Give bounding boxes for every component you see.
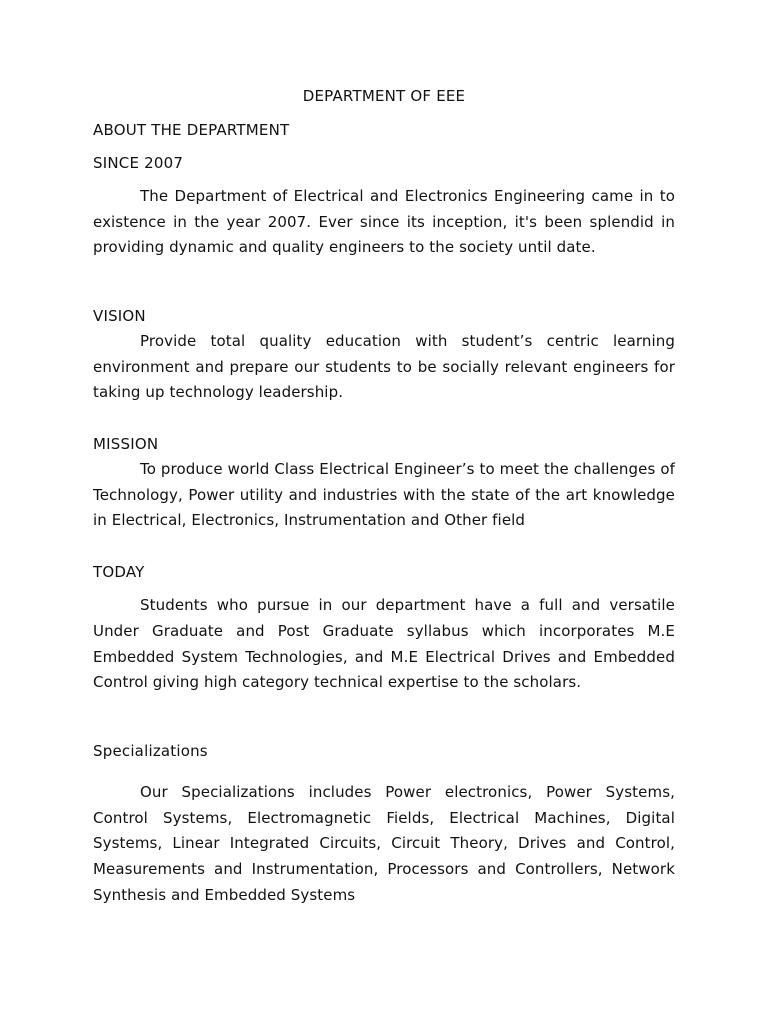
specializations-paragraph: Our Specializations includes Power electronics, Power Systems, Control Systems, Electromagnetic Fields, Electrical Machines, Digital Systems, Linear Integrated Circuits, Circuit Theory, Drives and Control, Measurements and Instrumentation, Processors and Controllers, Network Synthesis and Embedded Systems xyxy=(93,783,675,904)
intro-paragraph: The Department of Electrical and Electronics Engineering came in to existence in the year 2007. Ever since its inception, it's been splendid in providing dynamic and quality engineers to the society until date. xyxy=(93,187,675,257)
mission-paragraph: To produce world Class Electrical Engineer’s to meet the challenges of Technology, Power utility and industries with the state of the art knowledge in Electrical, Electronics, Instrumentation and Other field xyxy=(93,460,675,530)
vision-paragraph: Provide total quality education with student’s centric learning environment and prepare our students to be socially relevant engineers for taking up technology leadership. xyxy=(93,332,675,402)
today-heading: TODAY xyxy=(93,563,145,581)
page-title: DEPARTMENT OF EEE xyxy=(302,87,466,105)
about-heading: ABOUT THE DEPARTMENT xyxy=(93,121,290,139)
specializations-heading: Specializations xyxy=(93,742,208,760)
vision-heading: VISION xyxy=(93,307,146,325)
mission-heading: MISSION xyxy=(93,435,159,453)
today-paragraph: Students who pursue in our department have a full and versatile Under Graduate and Post Graduate syllabus which incorporates M.E Embedded System Technologies, and M.E Electrical Drives and Embedded Control giving high category technical expertise to the scholars. xyxy=(93,596,675,692)
since-heading: SINCE 2007 xyxy=(93,154,184,172)
